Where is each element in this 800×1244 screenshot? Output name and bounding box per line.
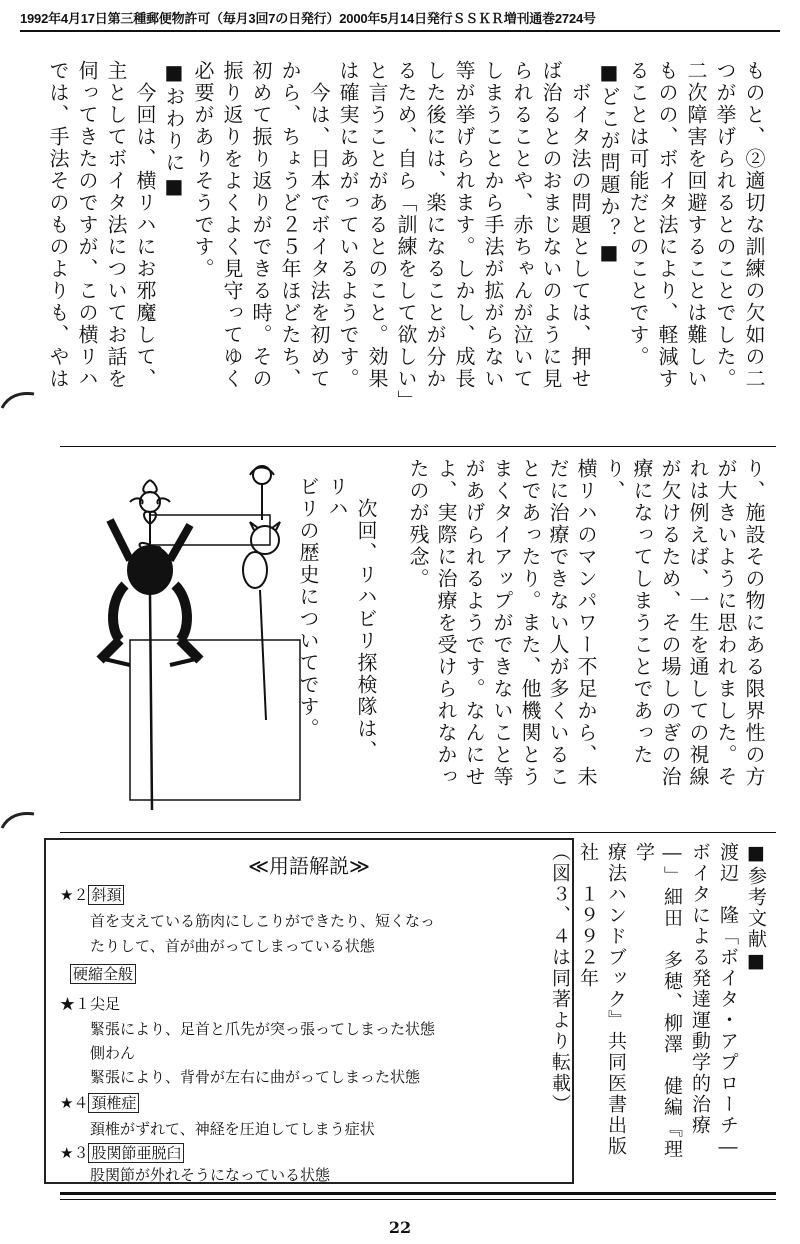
glossary-term: 尖足 [90, 995, 121, 1013]
glossary-item [60, 1092, 139, 1113]
next-issue-text: 次回、リハビリ探検隊は、リハ ビリの歴史についてです。 [296, 476, 378, 762]
glossary-mark: ★１ [60, 995, 91, 1013]
glossary-mark: ★３ [60, 1144, 89, 1162]
page-number: 22 [388, 1218, 412, 1237]
glossary-box [44, 838, 574, 1184]
glossary-term: 側わん [90, 1044, 136, 1062]
top-section-text: ものと、②適切な訓練の欠如の二 つが挙げられるとのことでした。 二次障害を回避することは難しい ものの、ボイタ法により、軽減す ることは可能だとのことです。 ■どこが問題か？■ ボイタ法の問題としては、押せ ば治るとのおまじないのように見 られることや、赤ちゃんが泣いて しまうことから手法が拡がらない 等が挙げられます。しかし、成長 した後には、楽になることが分か るため、自ら「訓練をして欲しい」 と言うことがあるとのこと。効果 は確実にあがっているようです。 今は、日本でボイタ法を初めて から、ちょうど２５年ほどたち、 初めて振り返りができる時。その 振り返りをよくよく見守ってゆく 必要がありそうです。 ■おわりに■ 今回は、横リハにお邪魔して、 主としてボイタ法についてお話を 伺ってきたのですが、この横リハ では、手法そのものよりも、やは [46, 60, 766, 412]
middle-section-text: り、施設その物にある限界性の方 が大きいように思われました。そ れは例えば、一生を通しての視線 が欠けるため、その場しのぎの治 療になってしまうことであったり、 横リハのマンパワー不足から、未 だに治療できない人が多くいるこ とであったり。また、他機関とう まくタイアップができないこと等 があげられるようです。なんにせ よ、実際に治療を受けられなかっ たのが残念。 [406, 458, 766, 788]
glossary-desc-cont: たりして、首が曲がってしまっている状態 [90, 937, 375, 955]
header-rule [20, 30, 780, 32]
glossary-item [60, 993, 120, 1014]
glossary-item [60, 884, 124, 905]
section-divider-bottom [60, 832, 776, 833]
glossary-title: ≪用語解説≫ [248, 854, 370, 878]
glossary-item [70, 963, 136, 984]
footer-rule [60, 1192, 776, 1195]
glossary-desc: 股関節が外れそうになっている状態 [90, 1166, 331, 1184]
glossary-term: 硬縮全般 [70, 964, 136, 984]
glossary-term: 股関節亜脱臼 [88, 1143, 184, 1163]
binding-hole-mark-bottom [0, 808, 36, 832]
glossary-item [90, 1042, 135, 1063]
glossary-desc: 頚椎がずれて、神経を圧迫してしまう症状 [90, 1120, 375, 1138]
glossary-item [60, 1142, 184, 1163]
glossary-term: 斜頚 [88, 885, 124, 905]
glossary-desc: 緊張により、足首と爪先が突っ張ってしまった状態 [90, 1020, 436, 1038]
references-text: ■参考文献■ 渡辺 隆「ボイタ・アプローチ― ボイタによる発達運動学的治療 ―」細田 多穂、柳澤 健編『理学 療法ハンドブック』共同医書出版 社 １９９２年 （図３、４は同著より転載） [549, 842, 767, 1160]
glossary-desc: 首を支えている筋肉にしこりができたり、短くなっ [90, 912, 436, 930]
binding-hole-mark-top [0, 388, 36, 412]
glossary-mark: ★２ [60, 886, 89, 904]
glossary-term: 頚椎症 [88, 1093, 139, 1113]
section-divider-top [60, 446, 776, 447]
glossary-desc: 緊張により、背骨が左右に曲がってしまった状態 [90, 1068, 421, 1086]
glossary-mark: ★４ [60, 1094, 89, 1112]
page-header: 1992年4月17日第三種郵便物許可（毎月3回7の日発行）2000年5月14日発行ＳＳＫＲ増刊通巻2724号 [20, 11, 596, 26]
footer-rule-thin [60, 1199, 776, 1200]
